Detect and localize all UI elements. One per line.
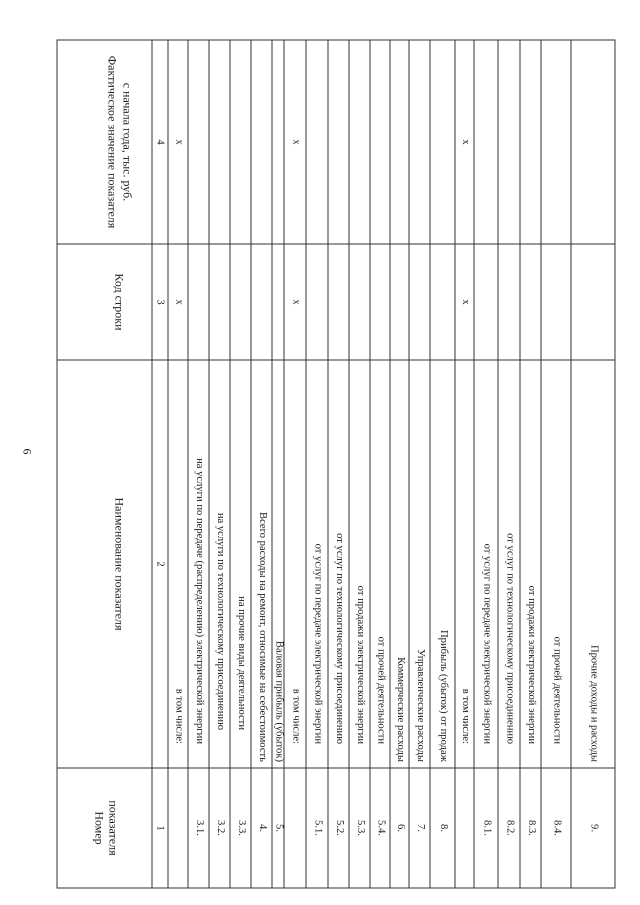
row-code: x [460, 299, 472, 305]
column-number-3: 3 [154, 299, 166, 305]
row-number: 5.3. [355, 820, 367, 836]
row-number: 5.1. [312, 820, 324, 836]
row-name: от прочей деятельности [551, 636, 563, 744]
column-number-4: 4 [154, 139, 166, 145]
column-number-2: 2 [154, 561, 166, 567]
header-number: показателя [106, 800, 121, 856]
row-value: x [290, 139, 302, 145]
row-name: от услуг по технологическому присоединению [504, 533, 516, 744]
row-number: 5.4. [375, 820, 387, 836]
row-name: в том числе: [460, 688, 472, 744]
row-number: 3.1. [194, 820, 206, 836]
row-value: x [460, 139, 472, 145]
row-name: от продажи электрической энергии [355, 585, 367, 744]
row-name: в том числе: [173, 688, 185, 744]
row-name: на услуги по передаче (распределению) электрической энергии [194, 458, 206, 744]
row-name: в том числе: [290, 688, 302, 744]
row-number: 8.4. [551, 820, 563, 836]
row-name: Валовая прибыль (убыток) [273, 640, 285, 762]
row-name: на услуги по технологическому присоединению [215, 512, 227, 730]
row-name: Прочие доходы и расходы [588, 644, 600, 762]
row-name: Коммерческие расходы [395, 657, 407, 762]
page-number: 6 [20, 448, 35, 455]
row-name: Управленческие расходы [415, 649, 427, 762]
header-value: с начала года, тыс. руб. [120, 82, 135, 202]
row-number: 9. [588, 824, 600, 832]
row-name: на прочие виды деятельности [236, 596, 248, 730]
row-number: 6. [395, 824, 407, 832]
header-value: Фактическое значение показателя [105, 55, 120, 229]
header-number: Номер [92, 811, 107, 845]
row-number: 8.1. [481, 820, 493, 836]
table-border [57, 40, 615, 888]
row-number: 8. [438, 824, 450, 832]
row-code: x [290, 299, 302, 305]
row-number: 8.3. [526, 820, 538, 836]
row-name: от продажи электрической энергии [526, 585, 538, 744]
row-name: Прибыль (убыток) от продаж [438, 630, 450, 762]
row-name: от услуг по передаче электрической энергии [312, 543, 324, 744]
row-number: 4. [257, 824, 269, 832]
row-number: 8.2. [504, 820, 516, 836]
row-code: x [173, 299, 185, 305]
row-name: Всего расходы на ремонт, относимые на себестоимость [257, 512, 269, 762]
row-number: 3.2. [215, 820, 227, 836]
row-number: 3.3. [236, 820, 248, 836]
row-number: 5. [273, 824, 285, 832]
row-name: от услуг по технологическому присоединению [334, 533, 346, 744]
row-value: x [173, 139, 185, 145]
header-name: Наименование показателя [112, 497, 127, 631]
row-name: от услуг по передаче электрической энергии [481, 543, 493, 744]
row-number: 7. [415, 824, 427, 832]
row-name: от прочей деятельности [375, 636, 387, 744]
column-number-1: 1 [154, 825, 166, 831]
row-number: 5.2. [334, 820, 346, 836]
header-code: Код строки [112, 273, 127, 331]
